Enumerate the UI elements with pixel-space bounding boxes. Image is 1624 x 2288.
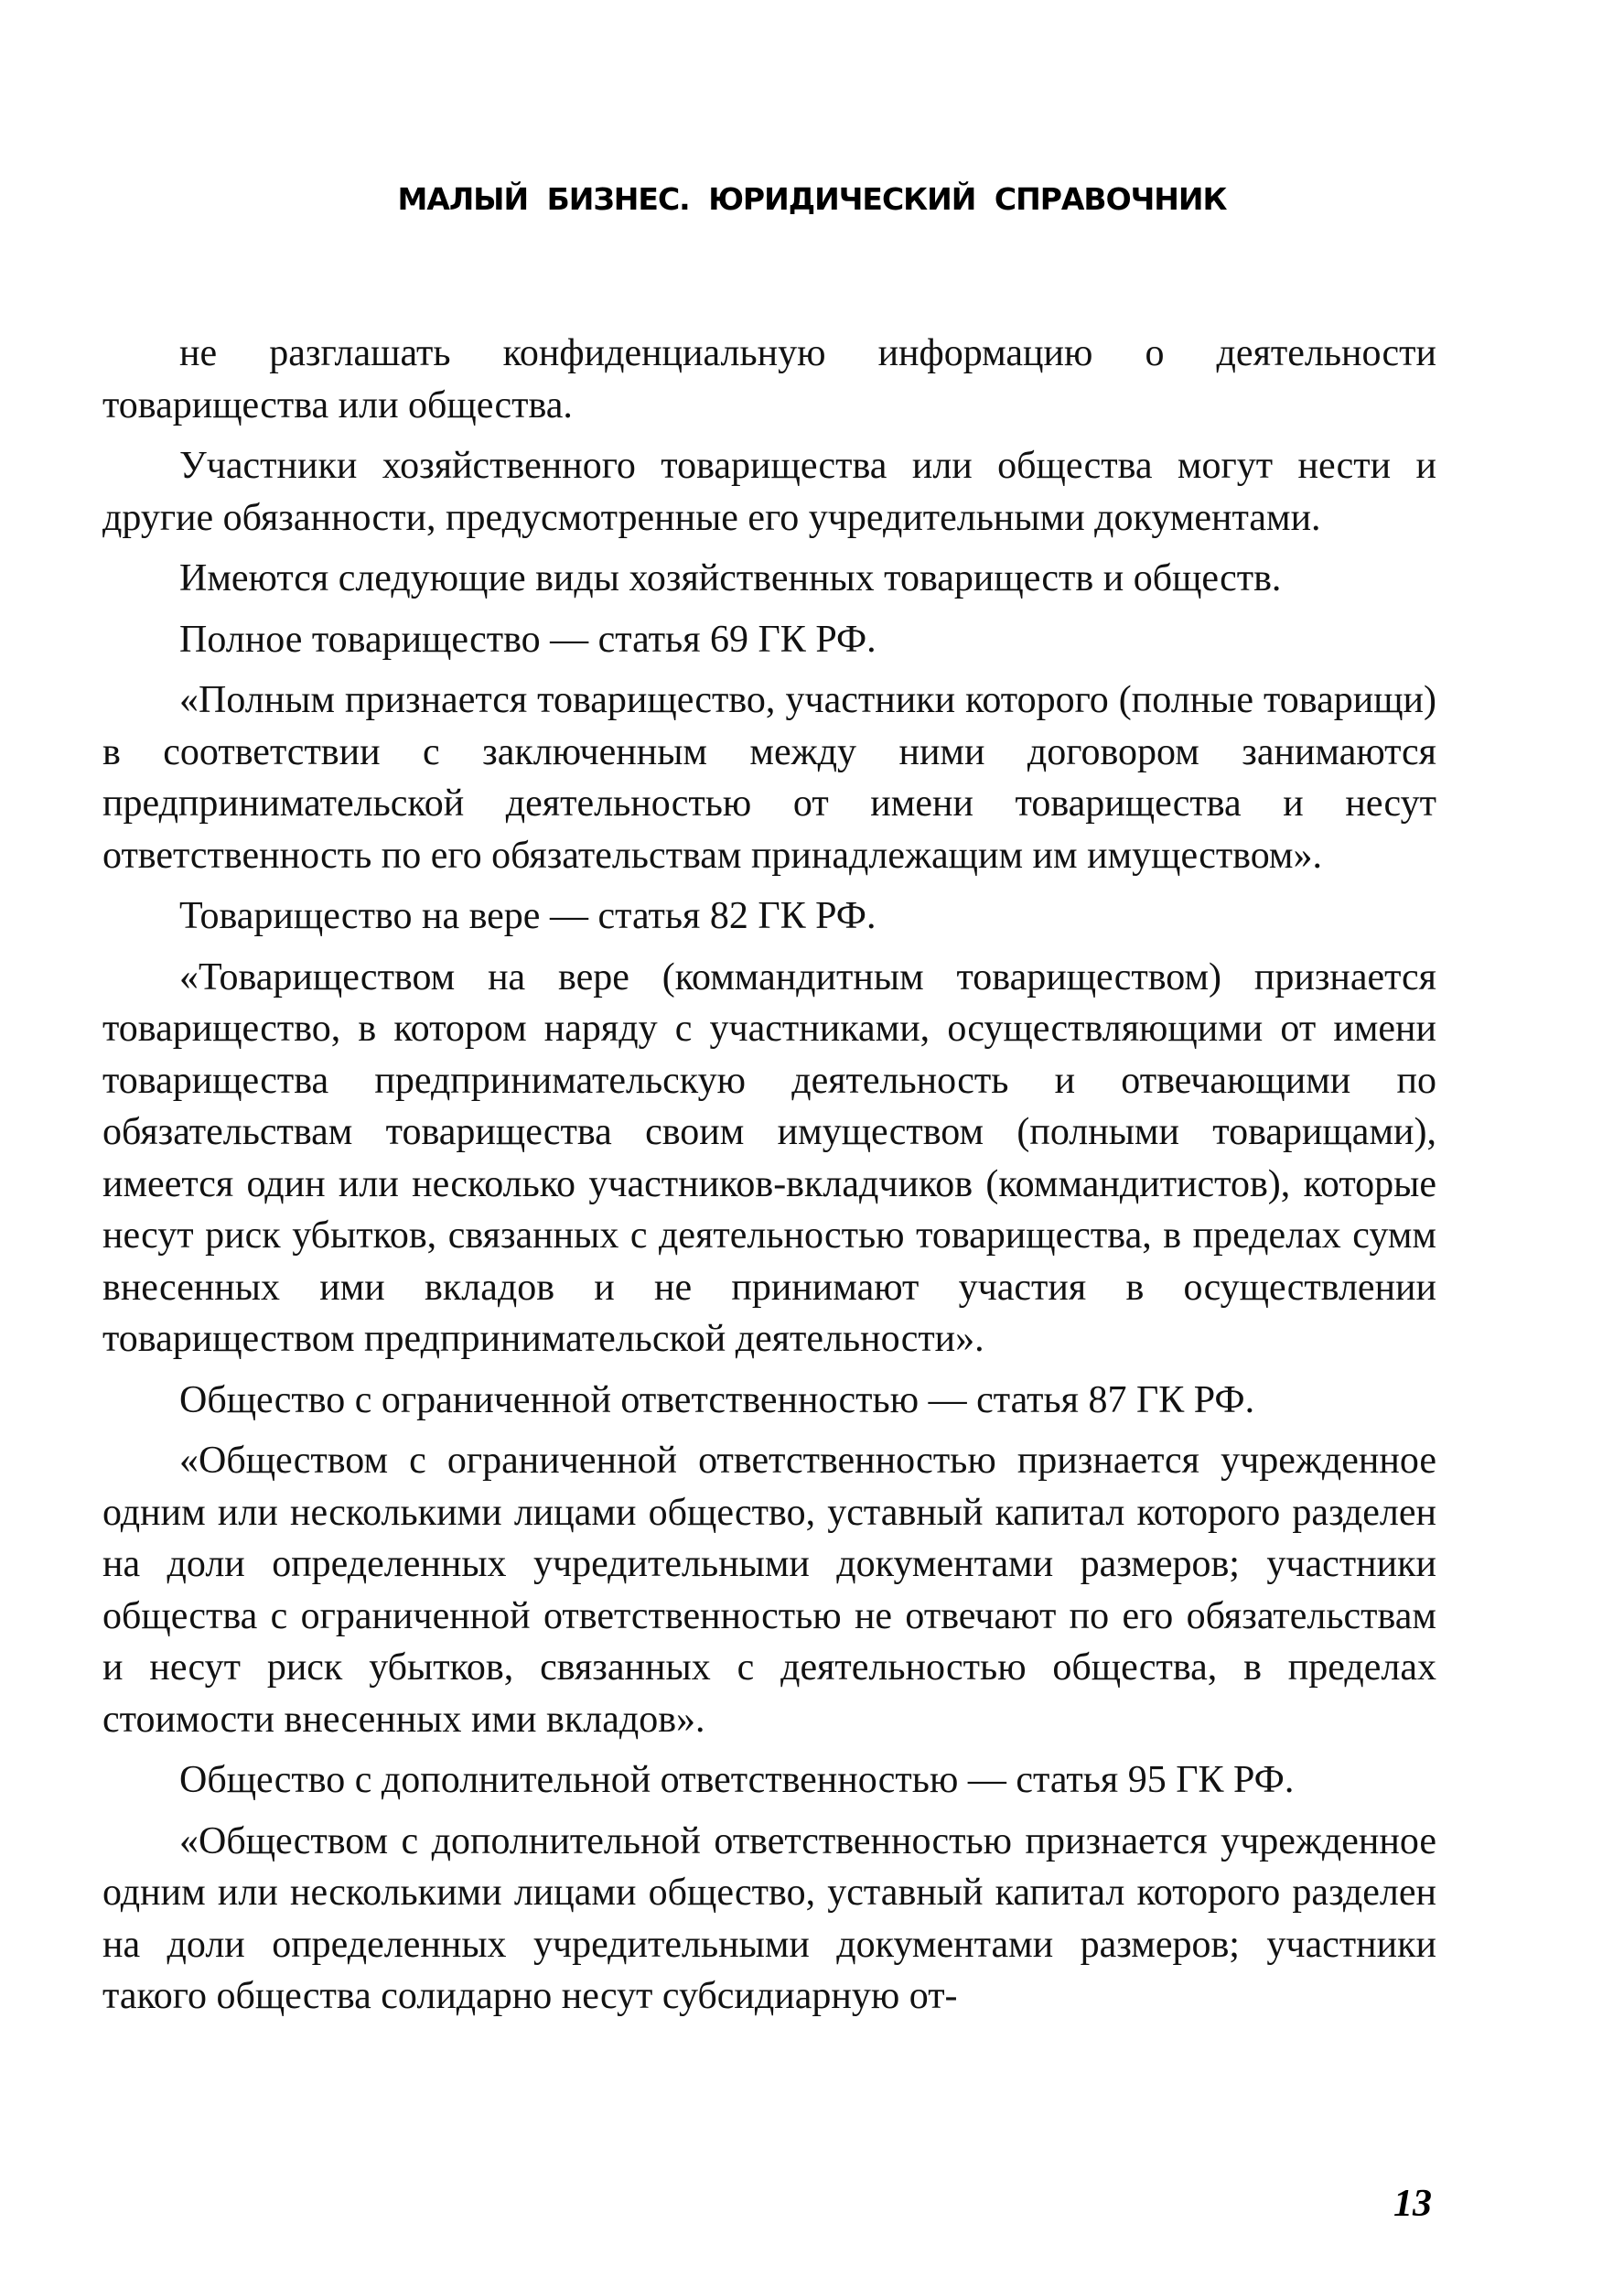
paragraph-quote: «Обществом с дополнительной ответственностью признается учрежденное одним или несколькими лицами общество, уставный капитал которого разделен на доли определенных учредительными документами размеров; участники такого общества солидарно несут субсидиарную от-	[102, 1819, 1436, 2017]
paragraph-quote: «Обществом с ограниченной ответственностью признается учрежденное одним или несколькими лицами общество, уставный капитал которого разделен на доли определенных учредительными документами размеров; участники общества с ограниченной ответственностью не отвечают по его обязательствам и несут риск убытков, связанных с деятельностью общества, в пределах стоимости внесенных ими вкладов».	[102, 1440, 1436, 1741]
paragraph-quote: «Полным признается товарищество, участники которого (полные товарищи) в соответствии с заключенным между ними договором занимаются предпринимательской деятельностью от имени товарищества и несут ответственность по его обязательствам принадлежащим им имуществом».	[102, 679, 1436, 877]
paragraph-quote: «Товариществом на вере (коммандитным товариществом) признается товарищество, в котором наряду с участниками, осуществляющими от имени товарищества предпринимательскую деятельность и отвечающими по обязательствам товарищества своим имуществом (полными товарищами), имеется один или несколько участников-вкладчиков (коммандитистов), которые несут риск убытков, связанных с деятельностью товарищества, в пределах сумм внесенных ими вкладов и не принимают участия в осуществлении товариществом предпринимательской деятельности».	[102, 955, 1436, 1360]
paragraph: Имеются следующие виды хозяйственных товариществ и обществ.	[179, 557, 1282, 599]
paragraph: не разглашать конфиденциальную информацию о деятельности товарищества или общества.	[102, 332, 1436, 426]
paragraph-heading: Товарищество на вере — статья 82 ГК РФ.	[179, 895, 877, 937]
page-number: 13	[1393, 2183, 1432, 2225]
paragraph-heading: Полное товарищество — статья 69 ГК РФ.	[179, 618, 877, 661]
paragraph: Участники хозяйственного товарищества или общества могут нести и другие обязанности, предусмотренные его учредительными документами.	[102, 445, 1436, 539]
running-header: МАЛЫЙ БИЗНЕС. ЮРИДИЧЕСКИЙ СПРАВОЧНИК	[397, 181, 1227, 217]
paragraph-heading: Общество с дополнительной ответственностью — статья 95 ГК РФ.	[179, 1759, 1295, 1801]
paragraph-heading: Общество с ограниченной ответственностью — статья 87 ГК РФ.	[179, 1378, 1255, 1421]
page-body	[102, 328, 1436, 2023]
